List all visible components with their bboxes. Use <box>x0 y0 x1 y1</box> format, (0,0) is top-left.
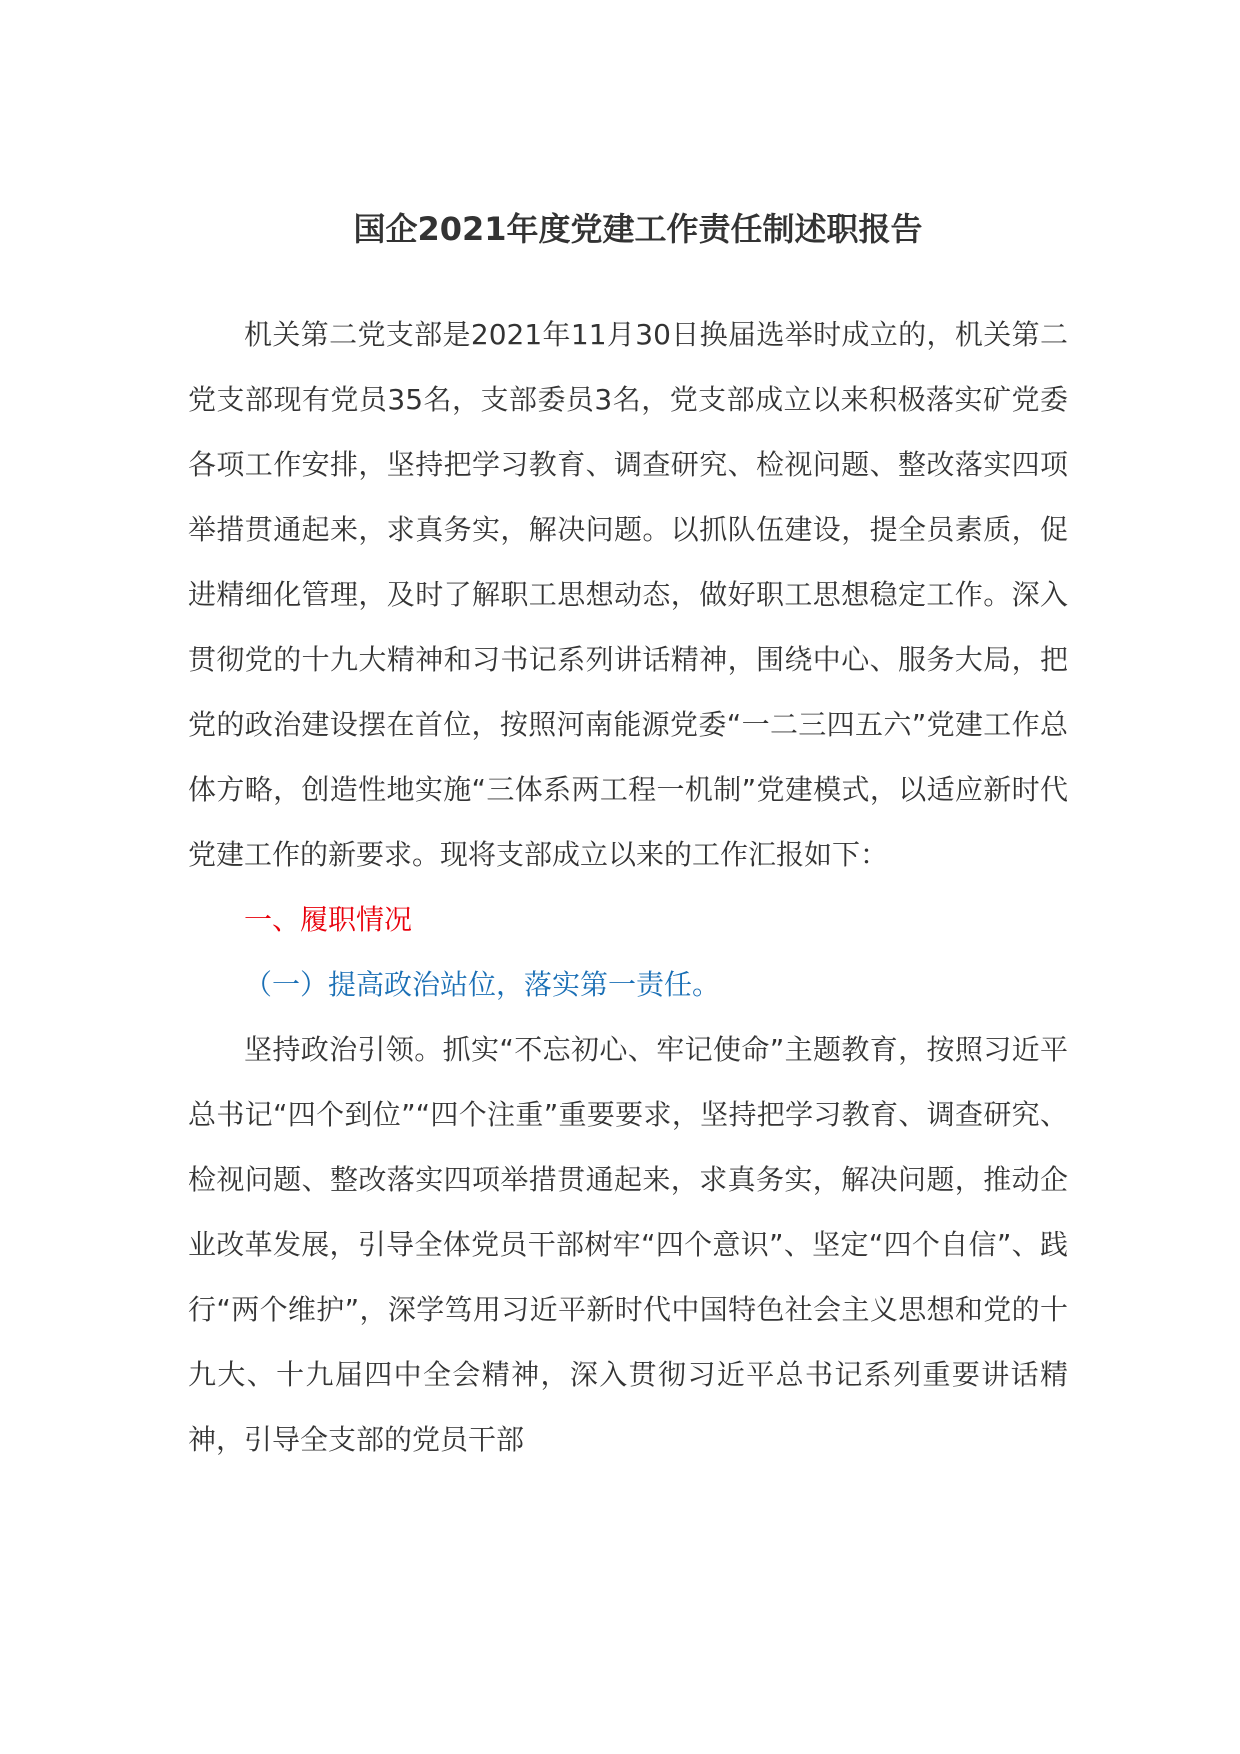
subsection-heading: （一）提高政治站位，落实第一责任。 <box>244 968 721 1001</box>
document-page <box>188 206 1068 1472</box>
section-heading: 一、履职情况 <box>244 903 413 936</box>
document-body <box>188 302 1068 1472</box>
body-paragraph: 坚持政治引领。抓实“不忘初心、牢记使命”主题教育，按照习近平总书记“四个到位”“四个注重”重要要求，坚持把学习教育、调查研究、检视问题、整改落实四项举措贯通起来，求真务实，解决问题，推动企业改革发展，引导全体党员干部树牢“四个意识”、坚定“四个自信”、践行“两个维护”，深学笃用习近平新时代中国特色社会主义思想和党的十九大、十九届四中全会精神，深入贯彻习近平总书记系列重要讲话精神，引导全支部的党员干部 <box>188 1033 1068 1456</box>
document-title: 国企2021年度党建工作责任制述职报告 <box>353 210 923 248</box>
intro-paragraph: 机关第二党支部是2021年11月30日换届选举时成立的，机关第二党支部现有党员35名，支部委员3名，党支部成立以来积极落实矿党委各项工作安排，坚持把学习教育、调查研究、检视问题、整改落实四项举措贯通起来，求真务实，解决问题。以抓队伍建设，提全员素质，促进精细化管理，及时了解职工思想动态，做好职工思想稳定工作。深入贯彻党的十九大精神和习书记系列讲话精神，围绕中心、服务大局，把党的政治建设摆在首位，按照河南能源党委“一二三四五六”党建工作总体方略，创造性地实施“三体系两工程一机制”党建模式，以适应新时代党建工作的新要求。现将支部成立以来的工作汇报如下： <box>188 318 1068 871</box>
